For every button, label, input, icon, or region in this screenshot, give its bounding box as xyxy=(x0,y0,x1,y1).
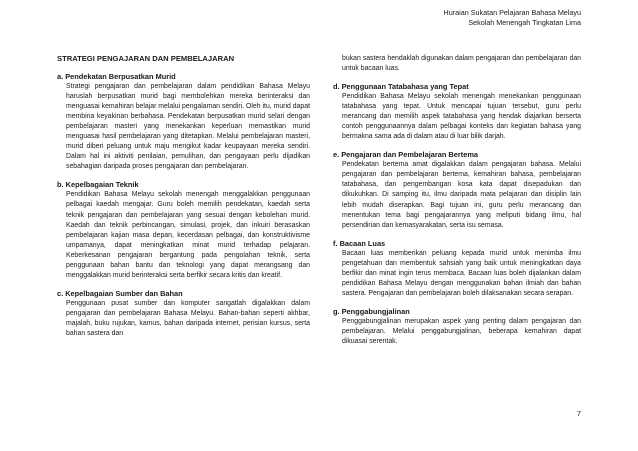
section-f xyxy=(333,239,581,299)
section-body: Pendidikan Bahasa Melayu sekolah menengah menggalakkan penggunaan pelbagai kaedah mengajar. Guru boleh memilih pendekatan, kaedah serta teknik pengajaran dan pembelajaran yang sesuai dengan kebolehan murid. Kaedah dan teknik perbincangan, simulasi, projek, dan inkuiri berasaskan pembelajaran kajian masa depan, kecerdasan pelbagai, dan konstruktivisme umpamanya, dapat meningkatkan minat murid terhadap pelajaran. Keberkesanan pengajaran bergantung pada pengolahan teknik, serta penggunaan bahan bantu dan teknologi yang dapat merangsang dan menggalakkan murid berinteraksi serta berfikir secara kritis dan kreatif. xyxy=(66,191,310,279)
section-b xyxy=(57,180,310,280)
section-body: Pendidikan Bahasa Melayu sekolah menengah menekankan penggunaan tatabahasa yang tepat. Untuk mencapai tujuan tersebut, guru perlu merancang dan memilih aspek tatabahasa yang hendak diajarkan berserta contoh penggunaannya dalam pelbagai konteks dan kegiatan bahasa yang bermakna sama ada di dalam atau di luar bilik darjah. xyxy=(342,93,581,141)
section-body: Pendekatan bertema amat digalakkan dalam pengajaran bahasa. Melalui pengajaran dan pembelajaran bertema, kemahiran bahasa, pembelajaran tatabahasa, dan pengembangan kosa kata dapat disepadukan dan dikukuhkan. Di samping itu, ilmu daripada mata pelajaran dan disiplin lain lebih mudah diserapkan. Bagi tujuan ini, guru perlu merancang dan menentukan tema bagi pengajarannya yang meliputi bidang ilmu, hal persendirian dan kemasyarakatan, serta isu semasa. xyxy=(342,161,581,229)
header-line-subject: Huraian Sukatan Pelajaran Bahasa Melayu xyxy=(443,8,581,17)
section-e xyxy=(333,150,581,230)
section-heading: a. Pendekatan Berpusatkan Murid xyxy=(57,72,176,81)
section-heading: c. Kepelbagaian Sumber dan Bahan xyxy=(57,288,183,298)
right-column xyxy=(333,54,581,355)
section-title: STRATEGI PENGAJARAN DAN PEMBELAJARAN xyxy=(57,54,235,63)
section-heading: g. Penggabungjalinan xyxy=(333,306,410,316)
section-c xyxy=(57,289,310,339)
section-d xyxy=(333,82,581,142)
section-heading: d. Penggunaan Tatabahasa yang Tepat xyxy=(333,82,469,92)
section-body: Strategi pengajaran dan pembelajaran dalam pendidikan Bahasa Melayu haruslah berpusatkan murid bagi membolehkan mereka berinteraksi dan menguasai kemahiran belajar melalui pengalaman sendiri. Oleh itu, murid dapat membina keyakinan berbahasa. Pendekatan berpusatkan murid selari dengan pembelajaran masteri yang menekankan keperluan memastikan murid menguasai hasil pembelajaran yang ditetapkan. Melalui pembelajaran masteri, murid diberi peluang untuk maju mengikut kadar keupayaan mereka sendiri. Dalam hal ini aktiviti penilaian, pemulihan, dan pengayaan perlu dijadikan sebahagian daripada proses pengajaran dan pembelajaran. xyxy=(66,83,310,171)
section-heading: b. Kepelbagaian Teknik xyxy=(57,180,139,190)
page-number: 7 xyxy=(576,409,581,418)
page-header xyxy=(444,8,581,28)
section-c-continuation: bukan sastera hendaklah digunakan dalam pengajaran dan pembelajaran dan untuk bacaan luas. xyxy=(342,55,581,73)
header-line-level: Sekolah Menengah Tingkatan Lima xyxy=(468,18,581,27)
section-body: Bacaan luas memberikan peluang kepada murid untuk menimba ilmu pengetahuan dan membentuk sahsiah yang baik untuk meningkatkan daya berfikir dan minat ingin terus membaca. Bacaan luas boleh dijalankan dalam pendidikan Bahasa Melayu dengan menggunakan bahan ilmiah dan bahan sastera. Pengajaran dan pembelajaran boleh dilaksanakan secara serapan. xyxy=(342,249,581,297)
section-heading: f. Bacaan Luas xyxy=(333,238,386,248)
section-heading: e. Pengajaran dan Pembelajaran Bertema xyxy=(333,150,479,160)
section-body: Penggunaan pusat sumber dan komputer sangatlah digalakkan dalam pengajaran dan pembelajaran Bahasa Melayu. Bahan-bahan seperti akhbar, majalah, buku rujukan, kamus, bahan daripada internet, perisian kursus, serta bahan sastera dan xyxy=(66,299,310,337)
section-a xyxy=(57,72,310,172)
left-column xyxy=(57,54,310,347)
section-body: Penggabungjalinan merupakan aspek yang penting dalam pengajaran dan pembelajaran. Melalui penggabungjalinan, beberapa kemahiran dapat dikuasai serentak. xyxy=(342,317,581,345)
section-g xyxy=(333,307,581,347)
